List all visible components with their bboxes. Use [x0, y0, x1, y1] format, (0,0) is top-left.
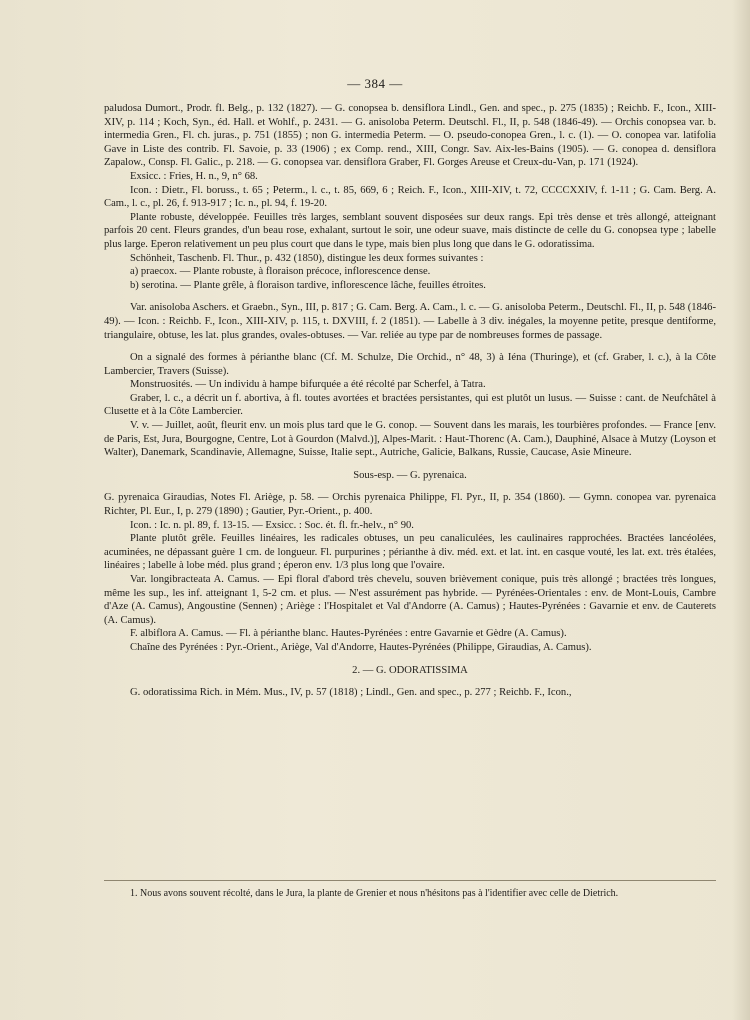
paragraph: Var. anisoloba Aschers. et Graebn., Syn., III, p. 817 ; G. Cam. Berg. A. Cam., l. c. — G. anisoloba Peterm., Deutschl. Fl., II, p. 548 (1846-49). — Icon. : Reichb. F., Icon., XIII-XIV, p. 115, t. DXVIII, f. 2 (1851). — Labelle à 3 div. inégales, la moyenne petite, presque dentiforme, triangulaire, obtuse, les lat. plus grandes, ovales-obtuses. — Var. reliée au type par de nombreuses formes de passage. [104, 302, 716, 341]
list-item: a) praecox. — Plante robuste, à floraison précoce, inflorescence dense. [130, 266, 431, 278]
paragraph: Plante plutôt grêle. Feuilles linéaires, les radicales obtuses, un peu canaliculées, les caulinaires rapprochées. Bractées lancéolées, acuminées, ne dépassant guère 1 cm. de longueur. Fl. purpurines ; périanthe à div. méd. ext. et lat. int. en casque vouté, les lat. ext. très étalées, linéaires ; labelle à lobe méd. plus grand ; éperon env. 1/3 plus long que l'ovaire. [104, 533, 716, 572]
paragraph: Icon. : Ic. n. pl. 89, f. 13-15. — Exsicc. : Soc. ét. fl. fr.-helv., n° 90. [130, 519, 414, 531]
main-text [104, 102, 716, 700]
paragraph: Plante robuste, développée. Feuilles très larges, semblant souvent disposées sur deux rangs. Epi très dense et très allongé, atteignant parfois 20 cent. Fleurs grandes, d'un beau rose, exhalant, surtout le soir, une odeur suave, mais distincte de celle du G. conopsea type ; labelle plus large. Eperon relativement un peu plus court que dans le type, mais bien plus long que dans le G. odoratissima. [104, 211, 716, 250]
section-heading: Sous-esp. — G. pyrenaica. [353, 469, 467, 481]
paragraph: paludosa Dumort., Prodr. fl. Belg., p. 132 (1827). — G. conopsea b. densiflora Lindl., Gen. and spec., p. 275 (1835) ; Reichb. F., Icon., XIII-XIV, p. 114 ; Koch, Syn., éd. Hall. et Wohlf., p. 2431. — G. anisoloba Peterm. Deutschl. Fl., II, p. 548 (1846-49). — Orchis conopsea var. b. intermedia Gren., Fl. ch. juras., p. 751 (1855) ; non G. intermedia Peterm. — O. pseudo-conopea Gren., l. c. (1). — O. conopea var. latifolia Gave in Liste des contrib. Fl. Savoie, p. 33 (1906) ; ex Comp. rend., XIII, Congr. Sav. Aix-les-Bains (1905). — G. conopea d. densiflora Zapalow., Consp. Fl. Galic., p. 218. — G. conopsea var. densiflora Graber, Fl. Gorges Areuse et Creux-du-Van, p. 171 (1924). [104, 103, 716, 169]
paragraph: G. pyrenaica Giraudias, Notes Fl. Ariège, p. 58. — Orchis pyrenaica Philippe, Fl. Pyr., II, p. 354 (1860). — Gymn. conopea var. pyrenaica Richter, Pl. Eur., I, p. 279 (1890) ; Gautier, Pyr.-Orient., p. 400. [104, 492, 716, 518]
page-edge-shadow [732, 0, 750, 1020]
paragraph: Exsicc. : Fries, H. n., 9, n° 68. [130, 170, 258, 182]
paragraph: Chaîne des Pyrénées : Pyr.-Orient., Ariège, Val d'Andorre, Hautes-Pyrénées (Philippe, Giraudias, A. Camus). [130, 641, 592, 653]
spacer [104, 677, 716, 686]
paragraph: G. odoratissima Rich. in Mém. Mus., IV, p. 57 (1818) ; Lindl., Gen. and spec., p. 277 ; Reichb. F., Icon., [130, 687, 572, 699]
spacer [104, 655, 716, 664]
footnote [104, 880, 716, 900]
section-heading: 2. — G. ODORATISSIMA [352, 664, 468, 676]
paragraph: Monstruosités. — Un individu à hampe bifurquée a été récolté par Scherfel, à Tatra. [130, 379, 486, 391]
list-item: b) serotina. — Plante grêle, à floraison tardive, inflorescence lâche, feuilles étroites. [130, 279, 486, 291]
page-number: — 384 — [347, 76, 403, 91]
paragraph: Graber, l. c., a décrit un f. abortiva, à fl. toutes avortées et bractées persistantes, qui est plutôt un lusus. — Suisse : cant. de Neufchâtel à Clusette et à la Côte Lambercier. [104, 392, 716, 418]
footnote-text: 1. Nous avons souvent récolté, dans le Jura, la plante de Grenier et nous n'hésitons pas à l'identifier avec celle de Dietrich. [130, 888, 619, 899]
paragraph: Schönheit, Taschenb. Fl. Thur., p. 432 (1850), distingue les deux formes suivantes : [130, 252, 484, 264]
spacer [104, 342, 716, 351]
spacer [104, 292, 716, 301]
paragraph: V. v. — Juillet, août, fleurit env. un mois plus tard que le G. conop. — Souvent dans les marais, les tourbières profondes. — France [env. de Paris, Est, Jura, Bourgogne, Centre, Lot à Gourdon (Malvd.)], Alpes-Marit. : Haut-Thorenc (A. Cam.), Dauphiné, Alsace à Mutzy (Loyson et Walter), Danemark, Scandinavie, Allemagne, Suisse, Italie sept., Autriche, Galicie, Balkans, Russie, Caucase, Asie Mineure. [104, 420, 716, 459]
spacer [104, 460, 716, 469]
paragraph: On a signalé des formes à périanthe blanc (Cf. M. Schulze, Die Orchid., n° 48, 3) à Iéna (Thuringe), et (cf. Graber, l. c.), à la Côte Lambercier, Travers (Suisse). [104, 352, 716, 377]
paragraph: F. albiflora A. Camus. — Fl. à périanthe blanc. Hautes-Pyrénées : entre Gavarnie et Gèdre (A. Camus). [130, 628, 567, 640]
paragraph: Icon. : Dietr., Fl. boruss., t. 65 ; Peterm., l. c., t. 85, 669, 6 ; Reich. F., Icon., XIII-XIV, t. 72, CCCCXXIV, f. 1-11 ; G. Cam. Berg. A. Cam., l. c., pl. 26, f. 913-917 ; Ic. n., pl. 94, f. 19-20. [104, 184, 716, 210]
paragraph: Var. longibracteata A. Camus. — Epi floral d'abord très chevelu, souven brièvement conique, puis très allongé ; bractées très longues, même les sup., les inf. atteignant 1, 5-2 cm. et plus. — N'est assurément pas hybride. — Pyrénées-Orientales : env. de Mont-Louis, Cambre d'Aze (A. Camus), Angoustine (Sennen) ; Ariège : l'Hospitalet et Val d'Andorre (A. Camus) ; Hautes-Pyrénées : Gavarnie et env. de Cauterets (A. Camus). [104, 574, 716, 626]
spacer [104, 482, 716, 491]
